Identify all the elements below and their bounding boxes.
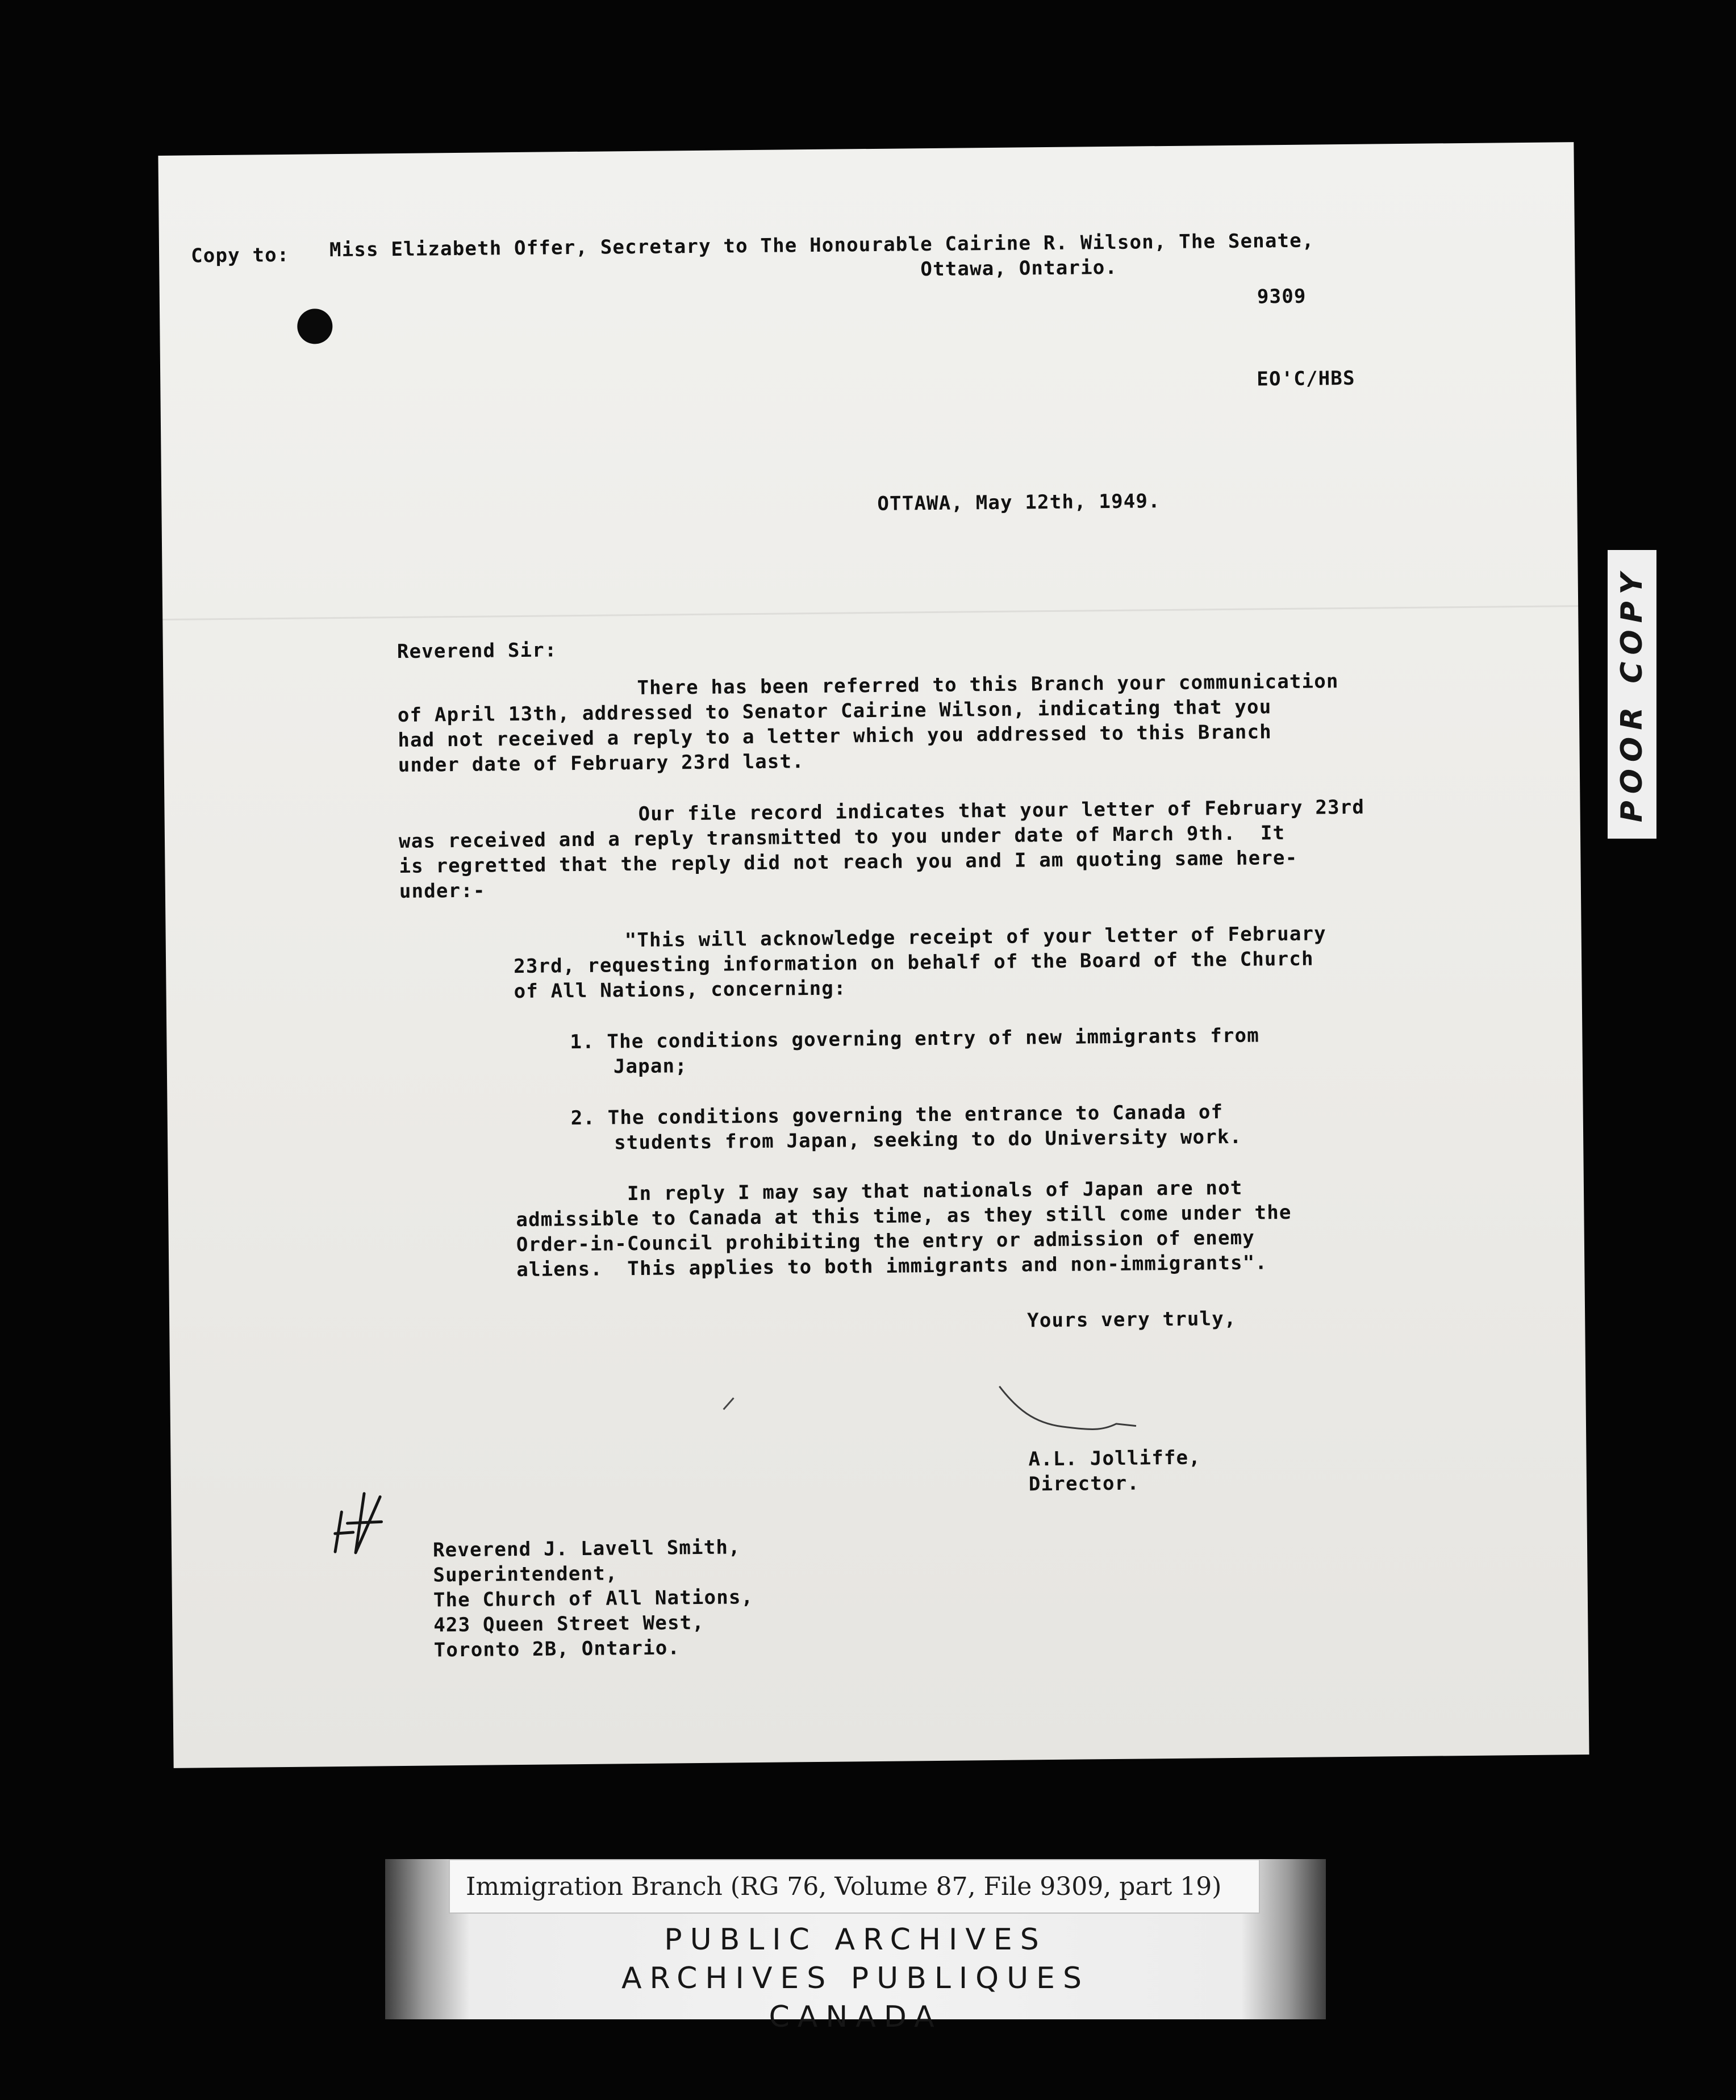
reference-code: EO'C/HBS — [1257, 366, 1355, 391]
punch-hole — [297, 309, 333, 344]
quote-intro-line: 23rd, requesting information on behalf of the Board of the Church — [513, 947, 1314, 978]
archive-line-2: ARCHIVES PUBLIQUES — [621, 1961, 1090, 1995]
letter-page — [158, 142, 1589, 1768]
addressee-line: Toronto 2B, Ontario. — [433, 1636, 681, 1662]
paragraph2-line: was received and a reply transmitted to you under date of March 9th. It — [398, 822, 1286, 853]
signatory-name: A.L. Jolliffe, — [1028, 1446, 1201, 1471]
salutation: Reverend Sir: — [397, 639, 557, 664]
quote-intro-line: of All Nations, concerning: — [514, 977, 846, 1003]
paragraph1-line: There has been referred to this Branch your communication — [637, 670, 1339, 699]
date-line: OTTAWA, May 12th, 1949. — [877, 490, 1161, 515]
pencil-mark — [721, 1394, 738, 1411]
paragraph2-line: under:- — [399, 879, 486, 903]
copy-to-label: Copy to: — [190, 243, 290, 268]
archive-line-1: PUBLIC ARCHIVES — [664, 1923, 1047, 1957]
quote-reply-line: Order-in-Council prohibiting the entry or admission of enemy — [516, 1226, 1255, 1257]
paragraph1-line: under date of February 23rd last. — [398, 750, 805, 777]
list-item-1: 1. The conditions governing entry of new immigrants from — [570, 1024, 1260, 1054]
file-number: 9309 — [1257, 285, 1307, 309]
quote-reply-line: aliens. This applies to both immigrants and non-immigrants". — [516, 1251, 1268, 1282]
paragraph2-line: is regretted that the reply did not reach you and I am quoting same here- — [399, 846, 1298, 878]
closing: Yours very truly, — [1026, 1307, 1237, 1332]
copy-to-line1: Miss Elizabeth Offer, Secretary to The Honourable Cairine R. Wilson, The Senate, — [329, 229, 1314, 262]
quote-reply-line: In reply I may say that nationals of Japan are not — [627, 1176, 1243, 1206]
addressee-line: Superintendent, — [433, 1562, 618, 1587]
addressee-line: 423 Queen Street West, — [433, 1611, 705, 1637]
fold-line — [162, 605, 1578, 620]
list-item-2: 2. The conditions governing the entrance to Canada of — [570, 1101, 1224, 1130]
addressee-line: Reverend J. Lavell Smith, — [432, 1536, 741, 1562]
quote-intro-line: "This will acknowledge receipt of your letter of February — [624, 922, 1327, 952]
handwritten-initials — [330, 1489, 393, 1563]
list-item-1-cont: Japan; — [613, 1055, 688, 1078]
poor-copy-text: POOR COPY — [1615, 566, 1649, 823]
paragraph2-line: Our file record indicates that your letter of February 23rd — [638, 795, 1365, 826]
signature-flourish — [994, 1374, 1142, 1443]
archive-line-3: CANADA — [769, 2000, 942, 2034]
addressee-line: The Church of All Nations, — [433, 1586, 754, 1612]
poor-copy-stamp — [1608, 550, 1656, 839]
paragraph1-line: had not received a reply to a letter which you addressed to this Branch — [398, 720, 1272, 752]
paragraph1-line: of April 13th, addressed to Senator Cairine Wilson, indicating that you — [397, 695, 1272, 727]
signatory-title: Director. — [1028, 1472, 1140, 1496]
copy-to-line2: Ottawa, Ontario. — [920, 256, 1118, 281]
list-item-2-cont: students from Japan, seeking to do University work. — [614, 1125, 1242, 1155]
archive-card — [385, 1859, 1326, 2034]
archive-reference-label: Immigration Branch (RG 76, Volume 87, File 9309, part 19) — [449, 1859, 1260, 1914]
quote-reply-line: admissible to Canada at this time, as they still come under the — [516, 1201, 1292, 1232]
